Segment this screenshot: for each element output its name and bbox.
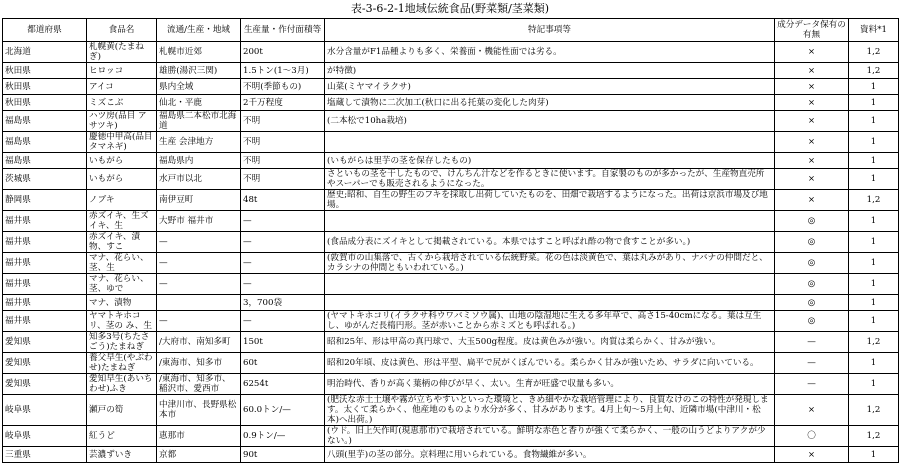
cell-food: いもがら [87, 153, 157, 169]
cell-comp: ◎ [775, 295, 849, 311]
cell-food: ヒロッコ [87, 63, 157, 79]
table-row [3, 153, 899, 169]
cell-food: いもがら [87, 169, 157, 190]
cell-ref: 1,2 [849, 63, 899, 79]
cell-comp: × [775, 42, 849, 63]
cell-food: 札幌黄(たまねぎ) [87, 42, 157, 63]
cell-notes [325, 274, 775, 295]
cell-ref: 1 [849, 153, 899, 169]
table-row [3, 79, 899, 95]
cell-food: ヤマトキホコリ、茎の み、生 [87, 311, 157, 332]
cell-food: 知多3号(ちたさごう)たまねぎ [87, 332, 157, 353]
cell-notes: (いもがらは里芋の茎を保存したもの) [325, 153, 775, 169]
cell-region: 仙北・平鹿 [157, 95, 241, 111]
cell-food: マナ、花らい、茎、ゆで [87, 274, 157, 295]
cell-amount: — [241, 253, 325, 274]
cell-amount: 不明 [241, 111, 325, 132]
cell-food: ノブキ [87, 190, 157, 211]
cell-notes: 昭和25年、形は甲高の真円球で、大玉500g程度。皮は黄色みが強い。肉質は柔らかく、甘みが強い。 [325, 332, 775, 353]
cell-pref: 秋田県 [3, 63, 87, 79]
cell-pref: 三重県 [3, 447, 87, 463]
cell-pref: 岐阜県 [3, 395, 87, 426]
cell-pref: 茨城県 [3, 169, 87, 190]
cell-comp: × [775, 95, 849, 111]
table-row [3, 169, 899, 190]
cell-food: 養父早生(やぶわせ)たまねぎ [87, 353, 157, 374]
cell-comp: ◎ [775, 311, 849, 332]
cell-pref: 岐阜県 [3, 426, 87, 447]
table-row [3, 311, 899, 332]
cell-comp: × [775, 111, 849, 132]
table-row [3, 132, 899, 153]
document-title: 表-3-6-2-1地域伝統食品(野菜類/茎菜類) [350, 2, 550, 15]
table-row [3, 253, 899, 274]
header-comp: 成分データ保有の有無 [775, 19, 849, 42]
header-amount: 生産量・作付面積等 [241, 19, 325, 42]
cell-notes: (食品成分表にズイキとして掲載されている。本県ではすこと呼ばれ酢の物で食すことが多い。) [325, 232, 775, 253]
cell-amount: — [241, 274, 325, 295]
cell-region: 雄勝(湯沢三関) [157, 63, 241, 79]
cell-comp: 〇 [775, 426, 849, 447]
cell-region: /東海市、知多市 [157, 353, 241, 374]
cell-region: — [157, 311, 241, 332]
cell-region: 福島県内 [157, 153, 241, 169]
cell-region: 中津川市、長野県松本市 [157, 395, 241, 426]
cell-ref: 1,2 [849, 332, 899, 353]
header-region: 流通/生産・地域 [157, 19, 241, 42]
cell-notes [325, 295, 775, 311]
cell-amount: 0.9トン/— [241, 426, 325, 447]
cell-notes: 水分含量がF1品種よりも多く、栄養面・機能性面では劣る。 [325, 42, 775, 63]
cell-amount: 2千万程度 [241, 95, 325, 111]
cell-ref: 1 [849, 95, 899, 111]
cell-ref: 1 [849, 111, 899, 132]
cell-food: ミズこぶ [87, 95, 157, 111]
cell-pref: 福井県 [3, 274, 87, 295]
cell-ref: 1 [849, 311, 899, 332]
cell-amount: — [241, 211, 325, 232]
cell-notes: 塩蔵して漬物に二次加工(秋口に出る托葉の変化した肉芽) [325, 95, 775, 111]
table-row [3, 395, 899, 426]
cell-amount: 不明 [241, 132, 325, 153]
cell-food: ハツ房(品目 アサツキ) [87, 111, 157, 132]
cell-amount: 3，700袋 [241, 295, 325, 311]
cell-ref: 1 [849, 274, 899, 295]
cell-notes [325, 211, 775, 232]
cell-comp: ◎ [775, 274, 849, 295]
cell-ref: 1 [849, 253, 899, 274]
cell-food: マナ、漬物 [87, 295, 157, 311]
cell-pref: 愛知県 [3, 332, 87, 353]
cell-region: — [157, 253, 241, 274]
cell-region: /東海市、知多市、稲沢市、愛西市 [157, 374, 241, 395]
cell-food: 芸濃ずいき [87, 447, 157, 463]
cell-region: — [157, 232, 241, 253]
cell-amount: 48t [241, 190, 325, 211]
cell-comp: — [775, 374, 849, 395]
cell-comp: × [775, 63, 849, 79]
cell-region: /大府市、南知多町 [157, 332, 241, 353]
cell-region: 京都 [157, 447, 241, 463]
cell-amount: 不明 [241, 169, 325, 190]
cell-amount: 60t [241, 353, 325, 374]
cell-comp: ◎ [775, 253, 849, 274]
cell-comp: × [775, 447, 849, 463]
cell-pref: 愛知県 [3, 374, 87, 395]
cell-ref: 1 [849, 295, 899, 311]
cell-region: 南伊豆町 [157, 190, 241, 211]
table-row [3, 426, 899, 447]
cell-pref: 愛知県 [3, 353, 87, 374]
cell-food: 愛知早生(あいちわせ)ふき [87, 374, 157, 395]
table-row [3, 447, 899, 463]
cell-pref: 福井県 [3, 311, 87, 332]
cell-notes: (敦賀市の山集落で、古くから栽培されている伝統野菜。花の色は淡黄色で、葉は丸みがあり、ナバナの仲間だと、カラシナの仲間ともいわれている。) [325, 253, 775, 274]
cell-notes [325, 132, 775, 153]
cell-ref: 1 [849, 374, 899, 395]
cell-ref: 1,2 [849, 426, 899, 447]
table-header-row [3, 19, 899, 42]
cell-notes: さといもの茎を干したもので、けんちん汁などを作るときに使います。自家製のものが多かったが、生産物直売所やスーパーでも販売されるようになった。 [325, 169, 775, 190]
cell-amount: 90t [241, 447, 325, 463]
header-pref: 都道府県 [3, 19, 87, 42]
cell-notes: (二本松で10ha栽培) [325, 111, 775, 132]
cell-pref: 北海道 [3, 42, 87, 63]
cell-food: マナ、花らい、茎、生 [87, 253, 157, 274]
cell-ref: 1 [849, 79, 899, 95]
cell-region: 恵那市 [157, 426, 241, 447]
table-row [3, 374, 899, 395]
table-row [3, 295, 899, 311]
table-row [3, 332, 899, 353]
cell-pref: 福島県 [3, 111, 87, 132]
cell-ref: 1 [849, 132, 899, 153]
cell-notes: 歴史;昭和、自生の野生のフキを採取し出荷していたものを、田畑で栽培するようになった。出荷は京浜市場及び地場。 [325, 190, 775, 211]
cell-comp: × [775, 169, 849, 190]
header-notes: 特記事項等 [325, 19, 775, 42]
cell-notes: 明治時代、香りが高く葉柄の伸びが早く、太い。生育が旺盛で収量も多い。 [325, 374, 775, 395]
cell-notes: (肥沃な赤土土壌や霧が立ちやすいといった環境と、きめ細やかな栽培管理により、良質なけのこの特性が発現します。太くて柔らかく、他産地のものより水分が多く、甘みがあります。4月上旬～5月上旬、近隣市場(中津川・松本)へ出荷。) [325, 395, 775, 426]
cell-ref: 1,2 [849, 395, 899, 426]
cell-food: 紅うど [87, 426, 157, 447]
cell-comp: × [775, 132, 849, 153]
cell-comp: × [775, 153, 849, 169]
cell-food: 赤ズイキ、生ズイキ、生 [87, 211, 157, 232]
cell-amount: 6254t [241, 374, 325, 395]
cell-amount: 60.0トン/— [241, 395, 325, 426]
cell-pref: 福井県 [3, 232, 87, 253]
cell-comp: × [775, 395, 849, 426]
cell-region: 札幌市近郊 [157, 42, 241, 63]
cell-ref: 1 [849, 353, 899, 374]
header-food: 食品名 [87, 19, 157, 42]
cell-ref: 1,2 [849, 190, 899, 211]
cell-region: 水戸市以北 [157, 169, 241, 190]
table-row [3, 190, 899, 211]
table-row [3, 42, 899, 63]
cell-amount: 不明(季節もの) [241, 79, 325, 95]
cell-ref: 1 [849, 169, 899, 190]
cell-ref: 1 [849, 211, 899, 232]
cell-amount: 不明 [241, 153, 325, 169]
cell-food: アイコ [87, 79, 157, 95]
cell-comp: × [775, 190, 849, 211]
cell-region: 県内全域 [157, 79, 241, 95]
cell-notes: 昭和20年頃、皮は黄色、形は平型、扁平で尻がくぼんでいる。柔らかく甘みが強いため、サラダに向いている。 [325, 353, 775, 374]
cell-pref: 秋田県 [3, 79, 87, 95]
cell-ref: 1 [849, 447, 899, 463]
cell-notes: (ヤマトキホコリ(イラクサ科ウワバミソウ属)、山地の陰湿地に生える多年草で、高さ15-40cmになる。葉は互生し、ゆがんだ長楕円形。茎が赤いことから赤ミズとも呼ばれる。) [325, 311, 775, 332]
cell-comp: ◎ [775, 211, 849, 232]
table-row [3, 211, 899, 232]
cell-comp: × [775, 79, 849, 95]
cell-comp: — [775, 353, 849, 374]
cell-region: 生産 会津地方 [157, 132, 241, 153]
table-row [3, 274, 899, 295]
cell-amount: 150t [241, 332, 325, 353]
cell-notes: が特徴) [325, 63, 775, 79]
table-row [3, 353, 899, 374]
cell-pref: 福島県 [3, 153, 87, 169]
cell-pref: 福井県 [3, 211, 87, 232]
table-row [3, 111, 899, 132]
cell-food: 瀬戸の筍 [87, 395, 157, 426]
cell-pref: 静岡県 [3, 190, 87, 211]
cell-food: 慶徳中甲高(品目 タマネギ) [87, 132, 157, 153]
table-row [3, 63, 899, 79]
cell-notes: 八頭(里芋)の茎の部分。京料理に用いられている。食物繊維が多い。 [325, 447, 775, 463]
cell-amount: 1.5トン(1～3月) [241, 63, 325, 79]
cell-amount: — [241, 232, 325, 253]
cell-food: 赤ズイキ、漬物、すこ [87, 232, 157, 253]
header-ref: 資料*1 [849, 19, 899, 42]
cell-notes: (ウド。旧上矢作町(現恵那市)で栽培されている。鮮明な赤色と香りが強くて柔らかく、一般の山うどよりアクが少ない。) [325, 426, 775, 447]
cell-region: 福島県二本松市北海道 [157, 111, 241, 132]
cell-amount: — [241, 311, 325, 332]
cell-region [157, 295, 241, 311]
cell-ref: 1 [849, 232, 899, 253]
table-body [3, 42, 899, 463]
cell-pref: 秋田県 [3, 95, 87, 111]
cell-ref: 1,2 [849, 42, 899, 63]
cell-amount: 200t [241, 42, 325, 63]
cell-region: 大野市 福井市 [157, 211, 241, 232]
traditional-food-table [2, 18, 899, 463]
cell-pref: 福島県 [3, 132, 87, 153]
cell-pref: 福井県 [3, 253, 87, 274]
cell-region: — [157, 274, 241, 295]
table-row [3, 95, 899, 111]
cell-comp: ◎ [775, 232, 849, 253]
cell-notes: 山菜(ミヤマイラクサ) [325, 79, 775, 95]
table-row [3, 232, 899, 253]
cell-comp: — [775, 332, 849, 353]
cell-pref: 福井県 [3, 295, 87, 311]
